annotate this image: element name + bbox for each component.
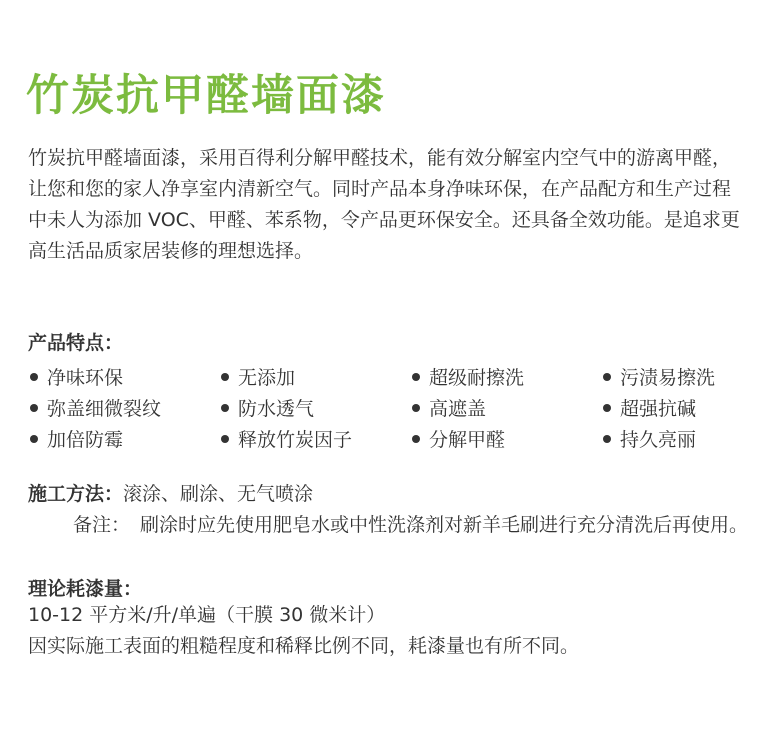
method-row — [28, 479, 313, 510]
feature-label: 分解甲醛 — [429, 429, 506, 451]
feature-item — [603, 423, 750, 454]
feature-item — [603, 392, 750, 423]
feature-label: 加倍防霉 — [47, 429, 124, 451]
bullet-icon — [221, 404, 229, 412]
consumption-remark: 因实际施工表面的粗糙程度和稀释比例不同，耗漆量也有所不同。 — [28, 635, 580, 657]
features-list — [30, 361, 750, 454]
feature-item — [412, 423, 603, 454]
bullet-icon — [603, 435, 611, 443]
feature-label: 持久亮丽 — [620, 429, 697, 451]
feature-label: 释放竹炭因子 — [238, 429, 353, 451]
feature-label: 超强抗碱 — [620, 398, 697, 420]
feature-item — [221, 392, 412, 423]
consumption-value: 10-12 平方米/升/单遍（干膜 30 微米计） — [28, 604, 386, 626]
bullet-icon — [603, 404, 611, 412]
bullet-icon — [30, 435, 38, 443]
feature-label: 净味环保 — [47, 367, 124, 389]
feature-item — [412, 361, 603, 392]
feature-label: 防水透气 — [238, 398, 315, 420]
feature-item — [603, 361, 750, 392]
consumption-heading: 理论耗漆量： — [28, 578, 143, 600]
bullet-icon — [603, 373, 611, 381]
bullet-icon — [221, 373, 229, 381]
method-value: 滚涂、刷涂、无气喷涂 — [123, 483, 314, 505]
bullet-icon — [30, 373, 38, 381]
bullet-icon — [412, 404, 420, 412]
intro-paragraph: 竹炭抗甲醛墙面漆，采用百得利分解甲醛技术，能有效分解室内空气中的游离甲醛，让您和您的家人净享室内清新空气。同时产品本身净味环保，在产品配方和生产过程中未人为添加 VOC、甲醛、苯系物，令产品更环保安全。还具备全效功能。是追求更高生活品质家居装修的理想选择。 — [28, 147, 740, 262]
note-label: 备注： — [73, 514, 131, 536]
feature-item — [30, 423, 221, 454]
note-value: 刷涂时应先使用肥皂水或中性洗涤剂对新羊毛刷进行充分清洗后再使用。 — [140, 514, 749, 536]
bullet-icon — [412, 373, 420, 381]
page-title: 竹炭抗甲醛墙面漆 — [26, 71, 386, 121]
feature-label: 弥盖细微裂纹 — [47, 398, 162, 420]
feature-label: 无添加 — [238, 367, 296, 389]
feature-item — [30, 361, 221, 392]
feature-item — [221, 423, 412, 454]
method-label: 施工方法： — [28, 483, 124, 505]
feature-label: 污渍易擦洗 — [620, 367, 716, 389]
feature-item — [221, 361, 412, 392]
features-heading: 产品特点： — [28, 332, 124, 354]
bullet-icon — [221, 435, 229, 443]
feature-label: 高遮盖 — [429, 398, 487, 420]
feature-item — [412, 392, 603, 423]
bullet-icon — [412, 435, 420, 443]
feature-label: 超级耐擦洗 — [429, 367, 525, 389]
bullet-icon — [30, 404, 38, 412]
feature-item — [30, 392, 221, 423]
